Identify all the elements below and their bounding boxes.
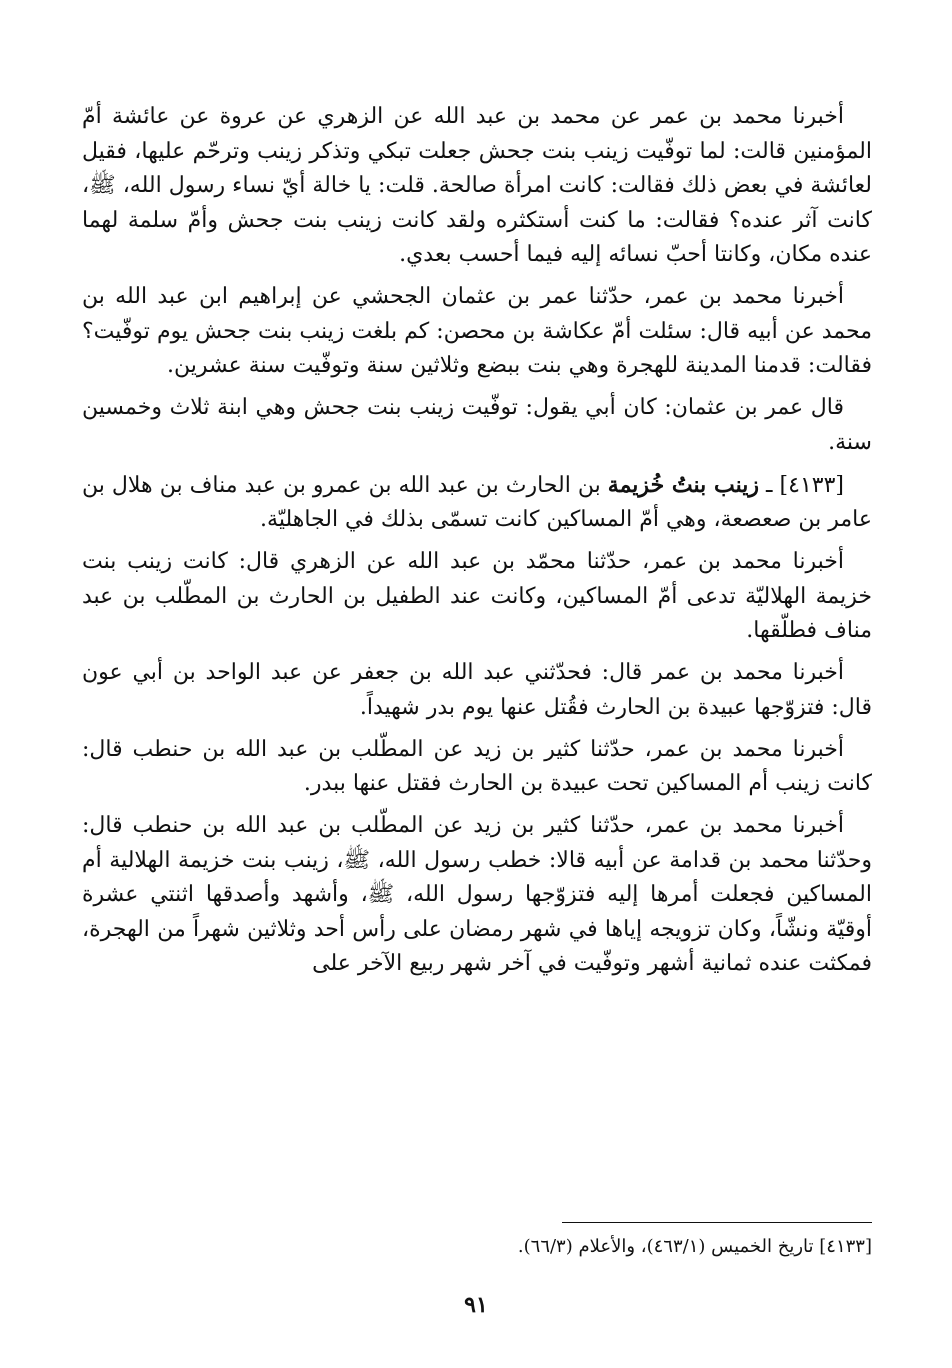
entry-dash: ـ <box>758 472 780 498</box>
entry-number: [٤١٣٣] <box>779 472 844 498</box>
paragraph-5: أخبرنا محمد بن عمر قال: فحدّثني عبد الله بن جعفر عن عبد الواحد بن أبي عون قال: فتزوّجها عبيدة بن الحارث فقُتل عنها يوم بدر شهيداً. <box>82 660 872 720</box>
paragraph-7: أخبرنا محمد بن عمر، حدّثنا كثير بن زيد عن المطّلب بن عبد الله بن حنطب قال: وحدّثنا محمد بن قدامة عن أبيه قالا: خطب رسول الله، ﷺ، زينب بنت خزيمة الهلالية أم المساكين فجعلت أمرها إليه فتزوّجها رسول الله، ﷺ، وأشهد وأصدقها اثنتي عشرة أوقيّة ونشّاً، وكان تزويجه إياها في شهر رمضان على رأس أحد وثلاثين شهراً من الهجرة، فمكثت عنده ثمانية أشهر وتوفّيت في آخر شهر ربيع الآخر على <box>82 813 872 976</box>
footnote-divider <box>562 1222 872 1223</box>
paragraph-6: أخبرنا محمد بن عمر، حدّثنا كثير بن زيد عن المطّلب بن عبد الله بن حنطب قال: كانت زينب أم المساكين تحت عبيدة بن الحارث فقتل عنها ببدر. <box>82 736 872 796</box>
paragraph-2: أخبرنا محمد بن عمر، حدّثنا عمر بن عثمان الجحشي عن إبراهيم ابن عبد الله بن محمد عن أبيه قال: سئلت أمّ عكاشة بن محصن: كم بلغت زينب بنت جحش يوم توفّيت؟ فقالت: قدمنا المدينة للهجرة وهي بنت ببضع وثلاثين سنة وتوفّيت سنة عشرين. <box>82 284 872 378</box>
footnote: [٤١٣٣] تاريخ الخميس (٤٦٣/١)، والأعلام (٦٦/٣). <box>517 1236 872 1257</box>
page-number: ٩١ <box>464 1292 488 1318</box>
paragraph-4: أخبرنا محمد بن عمر، حدّثنا محمّد بن عبد الله عن الزهري قال: كانت زينب بنت خزيمة الهلاليّة تدعى أمّ المساكين، وكانت عند الطفيل بن الحارث بن المطّلب بن عبد مناف فطلّقها. <box>82 549 872 643</box>
biography-entry <box>82 468 872 538</box>
paragraph-3: قال عمر بن عثمان: كان أبي يقول: توفّيت زينب بنت جحش وهي ابنة ثلاث وخمسين سنة. <box>82 395 872 455</box>
entry-name: زينب بنتُ خُزيمة <box>607 471 759 498</box>
paragraph-1: أخبرنا محمد بن عمر عن محمد بن عبد الله عن الزهري عن عروة عن عائشة أمّ المؤمنين قالت: لما توفّيت زينب بنت جحش جعلت تبكي وتذكر زينب وترحّم عليها، فقيل لعائشة في بعض ذلك فقالت: كانت امرأة صالحة. قلت: يا خالة أيّ نساء رسول الله، ﷺ، كانت آثر عنده؟ فقالت: ما كنت أستكثره ولقد كانت زينب بنت جحش وأمّ سلمة لهما عنده مكان، وكانتا أحبّ نسائه إليه فيما أحسب بعدي. <box>82 104 872 267</box>
main-text <box>82 100 872 989</box>
entry-text: بن الحارث بن عبد الله بن عمرو بن عبد مناف بن هلال بن عامر بن صعصعة، وهي أمّ المساكين كانت تسمّى بذلك في الجاهليّة. <box>82 472 872 532</box>
